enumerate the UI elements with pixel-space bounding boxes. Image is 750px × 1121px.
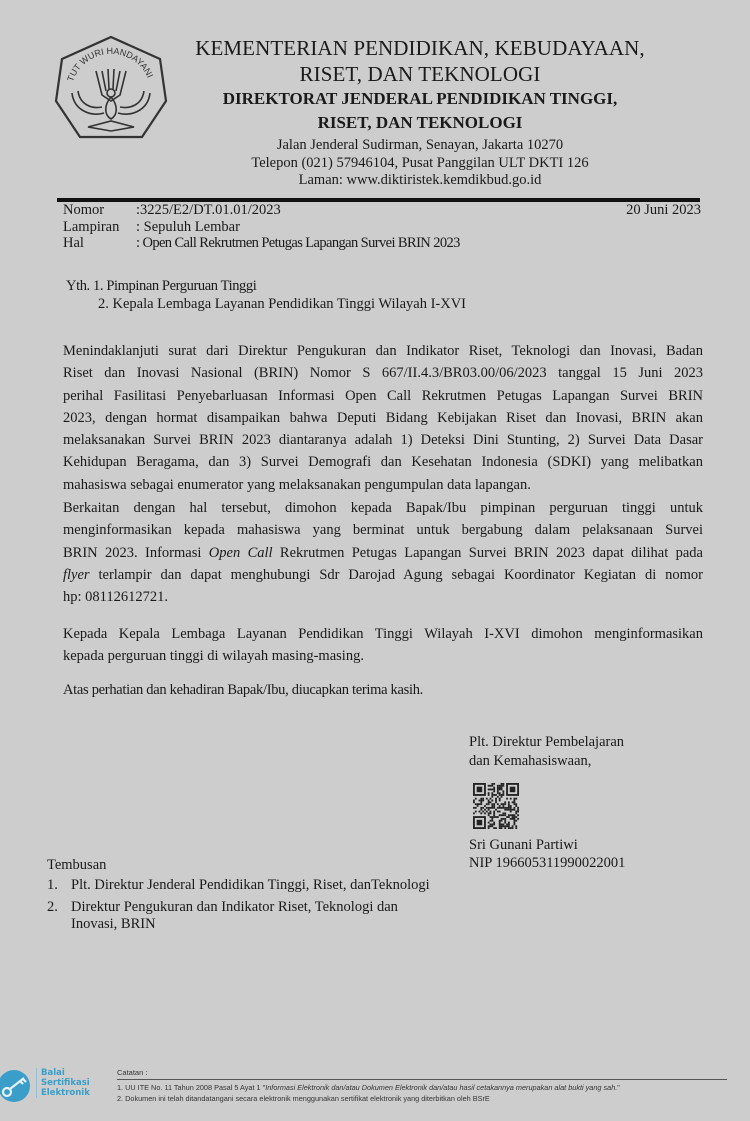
catatan-divider <box>117 1079 727 1080</box>
hal-value: : Open Call Rekrutmen Petugas Lapangan Survei BRIN 2023 <box>136 235 460 251</box>
bsre-label: Balai Sertifikasi Elektronik <box>36 1068 90 1098</box>
signatory-title-line2: dan Kemahasiswaan, <box>469 753 592 769</box>
nomor-label: Nomor <box>63 202 105 218</box>
letter-date: 20 Juni 2023 <box>626 202 701 218</box>
ministry-name-line2: RISET, DAN TEKNOLOGI <box>299 62 541 86</box>
hal-row <box>63 235 460 252</box>
bsre-key-icon <box>0 1068 36 1104</box>
tut-wuri-handayani-logo <box>52 33 170 143</box>
recipient-1: Yth. 1. Pimpinan Perguruan Tinggi <box>66 278 257 294</box>
nomor-row <box>63 202 281 219</box>
closing-paragraph: Atas perhatian dan kehadiran Bapak/Ibu, diucapkan terima kasih. <box>63 682 423 698</box>
recipient-prefix: Yth. <box>66 278 90 294</box>
catatan-note-2: 2. Dokumen ini telah ditandatangani secara elektronik menggunakan sertifikat elektronik yang diterbitkan oleh BSrE <box>117 1094 490 1103</box>
signatory-title-line1: Plt. Direktur Pembelajaran <box>469 734 625 750</box>
signatory-name: Sri Gunani Partiwi <box>469 837 578 853</box>
tembusan-heading: Tembusan <box>47 857 107 873</box>
ministry-name-line1: KEMENTERIAN PENDIDIKAN, KEBUDAYAAN, <box>195 36 645 60</box>
signatory-nip: NIP 196605311990022001 <box>469 855 626 871</box>
qr-code-icon <box>473 783 519 829</box>
tembusan-item-2: 2. Direktur Pengukuran dan Indikator Riset, Teknologi dan <box>47 899 398 915</box>
address: Jalan Jenderal Sudirman, Senayan, Jakarta 10270 <box>276 137 564 153</box>
body-paragraph-2: Berkaitan dengan hal tersebut, dimohon kepada Bapak/Ibu pimpinan perguruan tinggi untuk menginformasikan kepada mahasiswa yang berminat untuk bergabung dalam pelaksanaan Survei BRIN 2023. Informasi Open Call Rekrutmen Petugas Lapangan Survei BRIN 2023 dapat dilihat pada flyer terlampir dan dapat menghubungi Sdr Darojad Agung sebagai Koordinator Kegiatan di nomor hp: 08112612721. <box>63 500 703 606</box>
directorate-name-line1: DIREKTORAT JENDERAL PENDIDIKAN TINGGI, <box>222 89 618 108</box>
tembusan-item-1: 1. Plt. Direktur Jenderal Pendidikan Tinggi, Riset, danTeknologi <box>47 877 430 893</box>
website: Laman: www.diktiristek.kemdikbud.go.id <box>298 172 542 188</box>
lampiran-row <box>63 219 240 236</box>
body-paragraph-1: Menindaklanjuti surat dari Direktur Pengukuran dan Indikator Riset, Teknologi dan Inovasi, Badan Riset dan Inovasi Nasional (BRIN) Nomor S 667/II.4.3/BR03.00/06/2023 tanggal 15 Juni 2023 perihal Fasilitasi Penyebarluasan Informasi Open Call Rekrutmen Petugas Lapangan Survei BRIN 2023, dengan hormat disampaikan bahwa Deputi Bidang Kebijakan Riset dan Inovasi, BRIN akan melaksanakan Survei BRIN 2023 diantaranya adalah 1) Deteksi Dini Stunting, 2) Survei Data Dasar Kehidupan Beragama, dan 3) Survei Demografi dan Kesehatan Indonesia (SDKI) yang melibatkan mahasiswa sebagai enumerator yang melaksanakan pengumpulan data lapangan. <box>63 343 703 493</box>
lampiran-label: Lampiran <box>63 219 120 235</box>
phone: Telepon (021) 57946104, Pusat Panggilan ULT DKTI 126 <box>251 155 589 171</box>
catatan-note-1: 1. UU ITE No. 11 Tahun 2008 Pasal 5 Ayat 1 "Informasi Elektronik dan/atau Dokumen Elektronik dan/atau hasil cetakannya merupakan alat bukti yang sah." <box>117 1083 620 1092</box>
nomor-value: :3225/E2/DT.01.01/2023 <box>136 202 281 218</box>
logo-motto: TUT WURI HANDAYANI <box>65 45 156 83</box>
recipient-2: 2. Kepala Lembaga Layanan Pendidikan Tinggi Wilayah I-XVI <box>98 296 467 312</box>
body-paragraph-3: Kepada Kepala Lembaga Layanan Pendidikan Tinggi Wilayah I-XVI dimohon menginformasikan kepada perguruan tinggi di wilayah masing-masing. <box>63 626 703 665</box>
lampiran-value: : Sepuluh Lembar <box>136 219 240 235</box>
tembusan-item-2-cont: Inovasi, BRIN <box>71 916 156 932</box>
hal-label: Hal <box>63 235 84 251</box>
catatan-label: Catatan : <box>117 1068 148 1077</box>
directorate-name-line2: RISET, DAN TEKNOLOGI <box>317 113 523 132</box>
logo-emblem <box>72 69 150 131</box>
